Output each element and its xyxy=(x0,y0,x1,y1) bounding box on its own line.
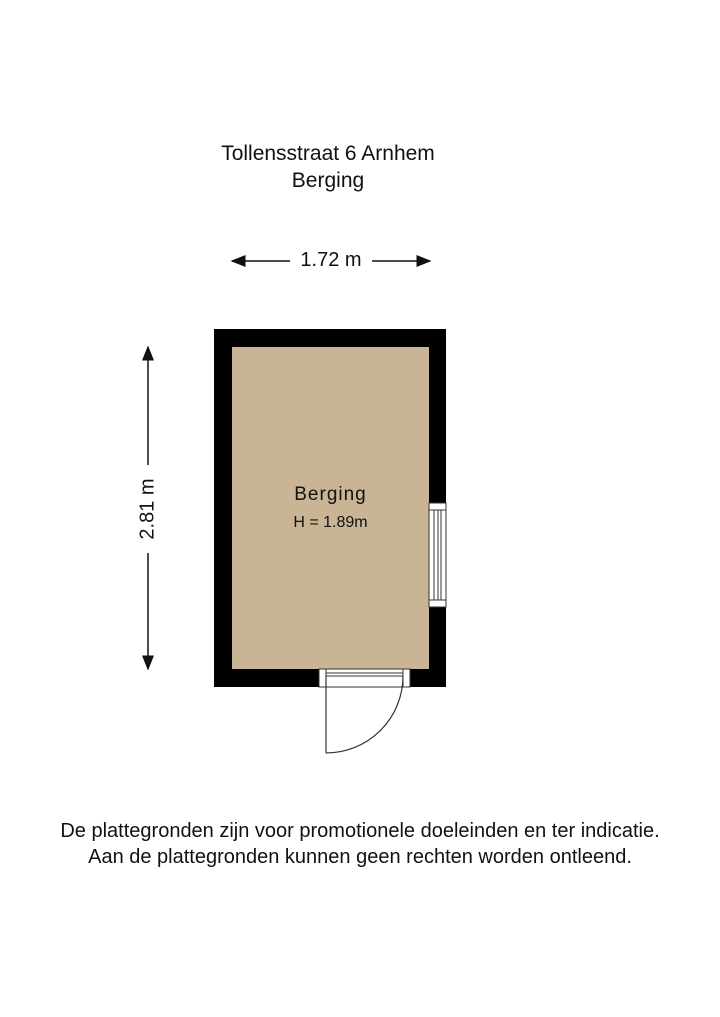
room-height: H = 1.89m xyxy=(293,514,368,531)
disclaimer-line-1: De plattegronden zijn voor promotionele doeleinden en ter indicatie. xyxy=(60,820,660,842)
room-name: Berging xyxy=(294,484,367,505)
disclaimer-line-2: Aan de plattegronden kunnen geen rechten worden ontleend. xyxy=(88,846,632,868)
address-title: Tollensstraat 6 Arnhem xyxy=(221,142,435,165)
window xyxy=(429,503,446,607)
room-floor xyxy=(232,347,429,669)
floor-title: Berging xyxy=(291,169,365,192)
door xyxy=(319,669,410,753)
width-dimension-label: 1.72 m xyxy=(300,249,362,271)
height-dimension-label: 2.81 m xyxy=(136,478,159,540)
